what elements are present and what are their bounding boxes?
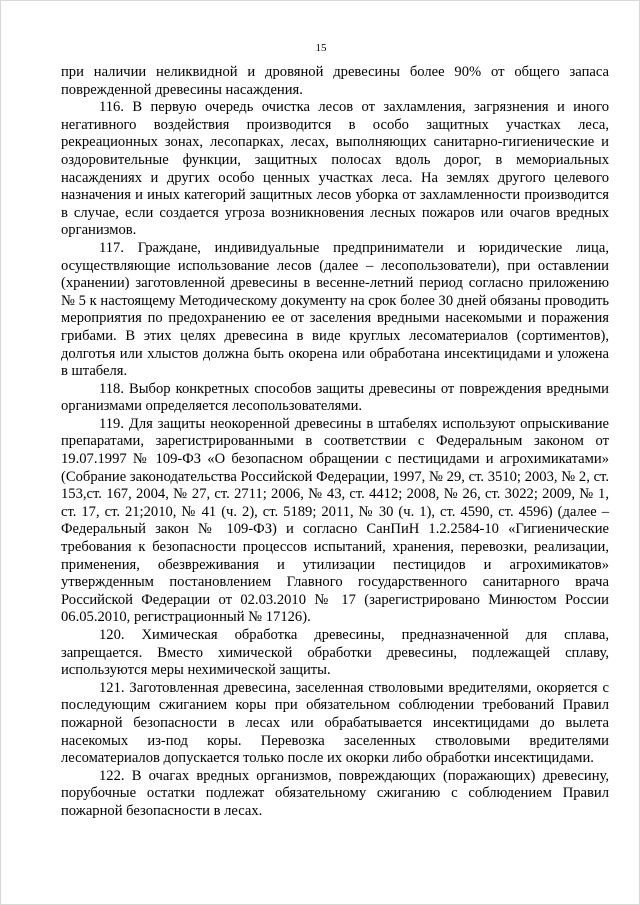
page-number: 15 xyxy=(315,42,327,54)
paragraph-121: 121. Заготовленная древесина, заселенная стволовыми вредителями, окоряется с последующим сжиганием коры при обязательном соблюдении требований Правил пожарной безопасности в лесах или обрабатывается инсектицидами до вылета насекомых из-под коры. Перевозка заселенных стволовыми вредителями лесоматериалов допускается только после их окорки либо обработки инсектицидами. xyxy=(61,679,609,767)
document-body xyxy=(61,64,609,821)
paragraph-119: 119. Для защиты неокоренной древесины в штабелях используют опрыскивание препаратами, зарегистрированными в соответствии с Федеральным законом от 19.07.1997 № 109-ФЗ «О безопасном обращении с пестицидами и агрохимикатами» (Собрание законодательства Российской Федерации, 1997, № 29, ст. 3510; 2003, № 2, ст. 153,ст. 167, 2004, № 27, ст. 2711; 2006, № 43, ст. 4412; 2008, № 26, ст. 3022; 2009, № 1, ст. 17, ст. 21;2010, № 41 (ч. 2), ст. 5189; 2011, № 30 (ч. 1), ст. 4590, ст. 4596) (далее – Федеральный закон № 109-ФЗ) и согласно СанПиН 1.2.2584-10 «Гигиенические требования к безопасности процессов испытаний, хранения, перевозки, реализации, применения, обезвреживания и утилизации пестицидов и агрохимикатов» утвержденным постановлением Главного государственного санитарного врача Российской Федерации от 02.03.2010 № 17 (зарегистрировано Минюстом России 06.05.2010, регистрационный № 17126). xyxy=(61,415,609,626)
paragraph-118: 118. Выбор конкретных способов защиты древесины от повреждения вредными организмами определяется лесопользователями. xyxy=(61,380,609,415)
paragraph-117: 117. Граждане, индивидуальные предприниматели и юридические лица, осуществляющие использование лесов (далее – лесопользователи), при оставлении (хранении) заготовленной древесины в весенне-летний период согласно приложению № 5 к настоящему Методическому документу на срок более 30 дней обязаны проводить мероприятия по предохранению ее от заселения вредными насекомыми и поражения грибами. В этих целях древесина в виде круглых лесоматериалов (сортиментов), долготья или хлыстов должна быть окорена или обработана инсектицидами и уложена в штабеля. xyxy=(61,239,609,380)
paragraph-122: 122. В очагах вредных организмов, повреждающих (поражающих) древесину, порубочные остатки подлежат обязательному сжиганию с соблюдением Правил пожарной безопасности в лесах. xyxy=(61,767,609,819)
paragraph-continuation: при наличии неликвидной и дровяной древесины более 90% от общего запаса поврежденной древесины насаждения. xyxy=(61,64,609,98)
paragraph-120: 120. Химическая обработка древесины, предназначенной для сплава, запрещается. Вместо химической обработки древесины, подлежащей сплаву, используются меры нехимической защиты. xyxy=(61,627,609,679)
paragraph-116: 116. В первую очередь очистка лесов от захламления, загрязнения и иного негативного воздействия производится в особо защитных участках леса, рекреационных зонах, лесопарках, лесах, выполняющих санитарно-гигиенические и оздоровительные функции, защитных полосах вдоль дорог, в мемориальных насаждениях и других особо ценных участках леса. На землях другого целевого назначения и иных категорий защитных лесов уборка от захламленности производится в случае, если создается угроза возникновения лесных пожаров или очагов вредных организмов. xyxy=(61,99,609,239)
